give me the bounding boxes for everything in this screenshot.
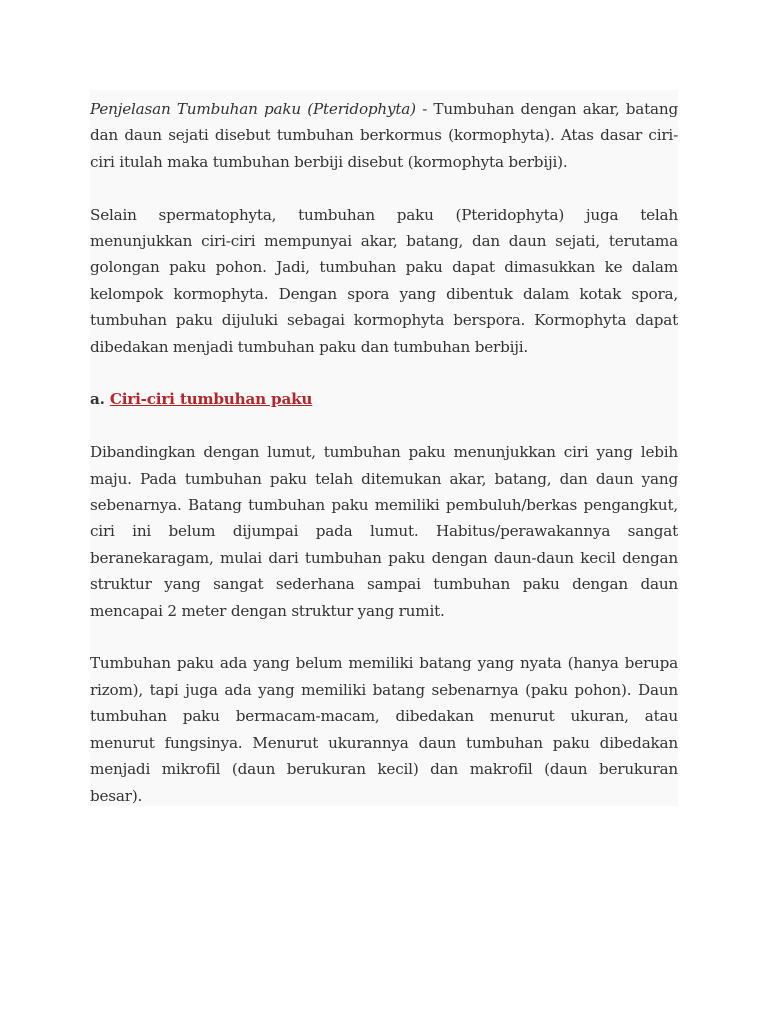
section-marker: a. bbox=[90, 390, 110, 409]
article-body bbox=[90, 96, 678, 835]
intro-text: - Tumbuhan dengan akar, batang dan daun sejati disebut tumbuhan berkormus (kormophyta). Atas dasar ciri-ciri itulah maka tumbuhan berbiji disebut (kormophyta berbiji). bbox=[90, 100, 678, 171]
intro-lead: Penjelasan Tumbuhan paku (Pteridophyta) bbox=[90, 100, 416, 118]
paragraph-ciri-ciri: Dibandingkan dengan lumut, tumbuhan paku menunjukkan ciri yang lebih maju. Pada tumbuhan paku telah ditemukan akar, batang, dan daun yang sebenarnya. Batang tumbuhan paku memiliki pembuluh/berkas pengangkut, ciri ini belum dijumpai pada lumut. Habitus/perawakannya sangat beranekaragam, mulai dari tumbuhan paku dengan daun-daun kecil dengan struktur yang sangat sederhana sampai tumbuhan paku dengan daun mencapai 2 meter dengan struktur yang rumit. bbox=[90, 443, 678, 620]
paragraph-batang-daun: Tumbuhan paku ada yang belum memiliki batang yang nyata (hanya berupa rizom), tapi juga ada yang memiliki batang sebenarnya (paku pohon). Daun tumbuhan paku bermacam-macam, dibedakan menurut ukuran, atau menurut fungsinya. Menurut ukurannya daun tumbuhan paku dibedakan menjadi mikrofil (daun berukuran kecil) dan makrofil (daun berukuran besar). bbox=[90, 654, 678, 805]
intro-paragraph bbox=[90, 96, 678, 175]
article-content bbox=[90, 90, 678, 806]
paragraph-spermatophyta: Selain spermatophyta, tumbuhan paku (Pteridophyta) juga telah menunjukkan ciri-ciri mempunyai akar, batang, dan daun sejati, terutama golongan paku pohon. Jadi, tumbuhan paku dapat dimasukkan ke dalam kelompok kormophyta. Dengan spora yang dibentuk dalam kotak spora, tumbuhan paku dijuluki sebagai kormophyta berspora. Kormophyta dapat dibedakan menjadi tumbuhan paku dan tumbuhan berbiji. bbox=[90, 205, 678, 356]
section-heading-link[interactable]: Ciri-ciri tumbuhan paku bbox=[109, 390, 313, 409]
section-heading-a bbox=[90, 386, 678, 412]
